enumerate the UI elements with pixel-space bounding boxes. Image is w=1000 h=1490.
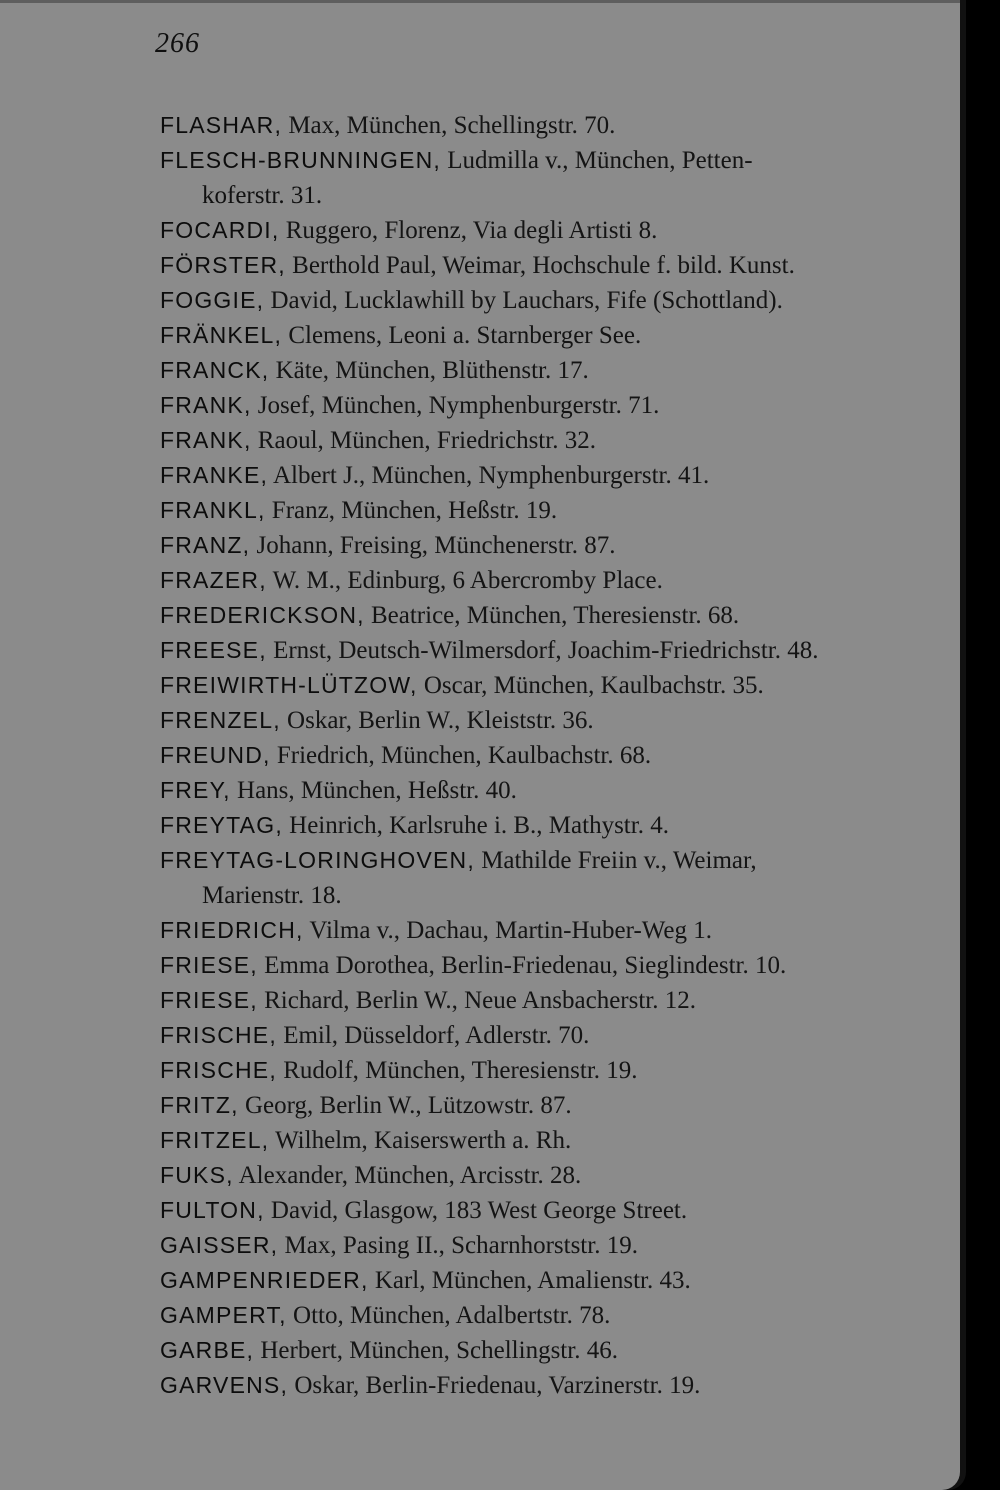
entry-details: Josef, München, Nymphenburgerstr. 71. (251, 392, 660, 419)
directory-entry (160, 773, 940, 808)
entry-surname: FRANKL, (160, 497, 266, 523)
directory-entry (160, 983, 940, 1018)
entry-surname: FRANZ, (160, 532, 251, 558)
directory-list (160, 108, 940, 1403)
entry-surname: FRITZ, (160, 1092, 239, 1118)
entry-surname: FRANCK, (160, 357, 270, 383)
directory-entry (160, 1018, 940, 1053)
entry-surname: FLASHAR, (160, 112, 283, 138)
entry-details: Oskar, Berlin W., Kleiststr. 36. (280, 707, 594, 734)
entry-surname: FOGGIE, (160, 287, 265, 313)
entry-details: Albert J., München, Nymphenburgerstr. 41. (268, 462, 710, 489)
entry-details: Ernst, Deutsch-Wilmersdorf, Joachim-Friedrichstr. 48. (266, 637, 819, 664)
directory-entry (160, 1263, 940, 1298)
entry-surname: GAMPERT, (160, 1302, 287, 1328)
entry-details: Max, Pasing II., Scharnhorststr. 19. (278, 1232, 638, 1259)
directory-entry (160, 528, 940, 563)
directory-entry (160, 738, 940, 773)
entry-surname: FREYTAG-LORINGHOVEN, (160, 847, 475, 873)
directory-entry (160, 808, 940, 843)
entry-details: Emil, Düsseldorf, Adlerstr. 70. (276, 1022, 590, 1049)
entry-surname: FRIEDRICH, (160, 917, 304, 943)
directory-entry (160, 598, 940, 633)
directory-entry (160, 843, 940, 913)
entry-surname: FRANK, (160, 392, 252, 418)
page-number: 266 (155, 28, 200, 59)
directory-entry (160, 633, 940, 668)
entry-surname: FLESCH-BRUNNINGEN, (160, 147, 442, 173)
entry-surname: FRISCHE, (160, 1057, 277, 1083)
entry-details: Georg, Berlin W., Lützowstr. 87. (238, 1092, 572, 1119)
directory-entry (160, 388, 940, 423)
entry-details: Wilhelm, Kaiserswerth a. Rh. (269, 1127, 572, 1154)
entry-details: Heinrich, Karlsruhe i. B., Mathystr. 4. (282, 812, 669, 839)
entry-surname: FRANKE, (160, 462, 269, 488)
entry-surname: FRITZEL, (160, 1127, 270, 1153)
directory-entry (160, 493, 940, 528)
entry-details: Hans, München, Heßstr. 40. (230, 777, 517, 804)
entry-surname: FREIWIRTH-LÜTZOW, (160, 672, 418, 698)
entry-details: Max, München, Schellingstr. 70. (282, 112, 616, 139)
directory-entry (160, 423, 940, 458)
entry-surname: FRIESE, (160, 952, 258, 978)
entry-details: Clemens, Leoni a. Starnberger See. (282, 322, 642, 349)
entry-surname: GARVENS, (160, 1372, 289, 1398)
entry-surname: FREYTAG, (160, 812, 283, 838)
entry-details: Beatrice, München, Theresienstr. 68. (364, 602, 740, 629)
directory-entry (160, 1088, 940, 1123)
entry-details: Friedrich, München, Kaulbachstr. 68. (270, 742, 652, 769)
entry-surname: FOCARDI, (160, 217, 280, 243)
directory-entry (160, 913, 940, 948)
entry-details: Emma Dorothea, Berlin-Friedenau, Sieglindestr. 10. (257, 952, 787, 979)
directory-entry (160, 1333, 940, 1368)
directory-entry (160, 1298, 940, 1333)
directory-entry (160, 1158, 940, 1193)
entry-details: Ruggero, Florenz, Via degli Artisti 8. (279, 217, 658, 244)
entry-details: Käte, München, Blüthenstr. 17. (269, 357, 589, 384)
entry-continuation: Marienstr. 18. (202, 882, 342, 909)
entry-details: Ludmilla v., München, Petten- (441, 147, 753, 174)
directory-entry (160, 108, 940, 143)
entry-surname: FRAZER, (160, 567, 267, 593)
entry-continuation: koferstr. 31. (202, 182, 323, 209)
entry-details: Franz, München, Heßstr. 19. (265, 497, 558, 524)
entry-details: Karl, München, Amalienstr. 43. (368, 1267, 691, 1294)
directory-entry (160, 143, 940, 213)
entry-details: Johann, Freising, Münchenerstr. 87. (250, 532, 616, 559)
directory-entry (160, 668, 940, 703)
directory-entry (160, 353, 940, 388)
entry-details: Raoul, München, Friedrichstr. 32. (251, 427, 596, 454)
entry-surname: GAMPENRIEDER, (160, 1267, 369, 1293)
entry-surname: GARBE, (160, 1337, 255, 1363)
entry-surname: FUKS, (160, 1162, 234, 1188)
directory-entry (160, 248, 940, 283)
directory-entry (160, 563, 940, 598)
directory-entry (160, 1228, 940, 1263)
directory-entry (160, 948, 940, 983)
directory-entry (160, 318, 940, 353)
entry-details: Vilma v., Dachau, Martin-Huber-Weg 1. (303, 917, 712, 944)
directory-entry (160, 1368, 940, 1403)
entry-surname: FREUND, (160, 742, 271, 768)
entry-surname: FRANK, (160, 427, 252, 453)
directory-entry (160, 458, 940, 493)
entry-details: Otto, München, Adalbertstr. 78. (286, 1302, 611, 1329)
entry-details: Mathilde Freiin v., Weimar, (474, 847, 757, 874)
entry-surname: FREESE, (160, 637, 267, 663)
entry-surname: FRENZEL, (160, 707, 281, 733)
entry-surname: FÖRSTER, (160, 252, 286, 278)
directory-entry (160, 283, 940, 318)
entry-surname: FREY, (160, 777, 231, 803)
entry-surname: FRÄNKEL, (160, 322, 283, 348)
entry-surname: FRISCHE, (160, 1022, 277, 1048)
entry-details: David, Lucklawhill by Lauchars, Fife (Schottland). (264, 287, 783, 314)
directory-entry (160, 1053, 940, 1088)
entry-details: David, Glasgow, 183 West George Street. (264, 1197, 688, 1224)
directory-entry (160, 1123, 940, 1158)
entry-details: Berthold Paul, Weimar, Hochschule f. bild. Kunst. (285, 252, 795, 279)
page-top-edge (0, 0, 960, 3)
entry-surname: GAISSER, (160, 1232, 279, 1258)
entry-details: Richard, Berlin W., Neue Ansbacherstr. 12. (257, 987, 696, 1014)
entry-details: Oscar, München, Kaulbachstr. 35. (417, 672, 764, 699)
directory-entry (160, 703, 940, 738)
entry-surname: FRIESE, (160, 987, 258, 1013)
entry-surname: FULTON, (160, 1197, 265, 1223)
directory-entry (160, 213, 940, 248)
directory-entry (160, 1193, 940, 1228)
entry-surname: FREDERICKSON, (160, 602, 365, 628)
entry-details: Oskar, Berlin-Friedenau, Varzinerstr. 19. (288, 1372, 701, 1399)
entry-details: Rudolf, München, Theresienstr. 19. (276, 1057, 638, 1084)
entry-details: W. M., Edinburg, 6 Abercromby Place. (266, 567, 663, 594)
entry-details: Herbert, München, Schellingstr. 46. (254, 1337, 618, 1364)
entry-details: Alexander, München, Arcisstr. 28. (233, 1162, 582, 1189)
